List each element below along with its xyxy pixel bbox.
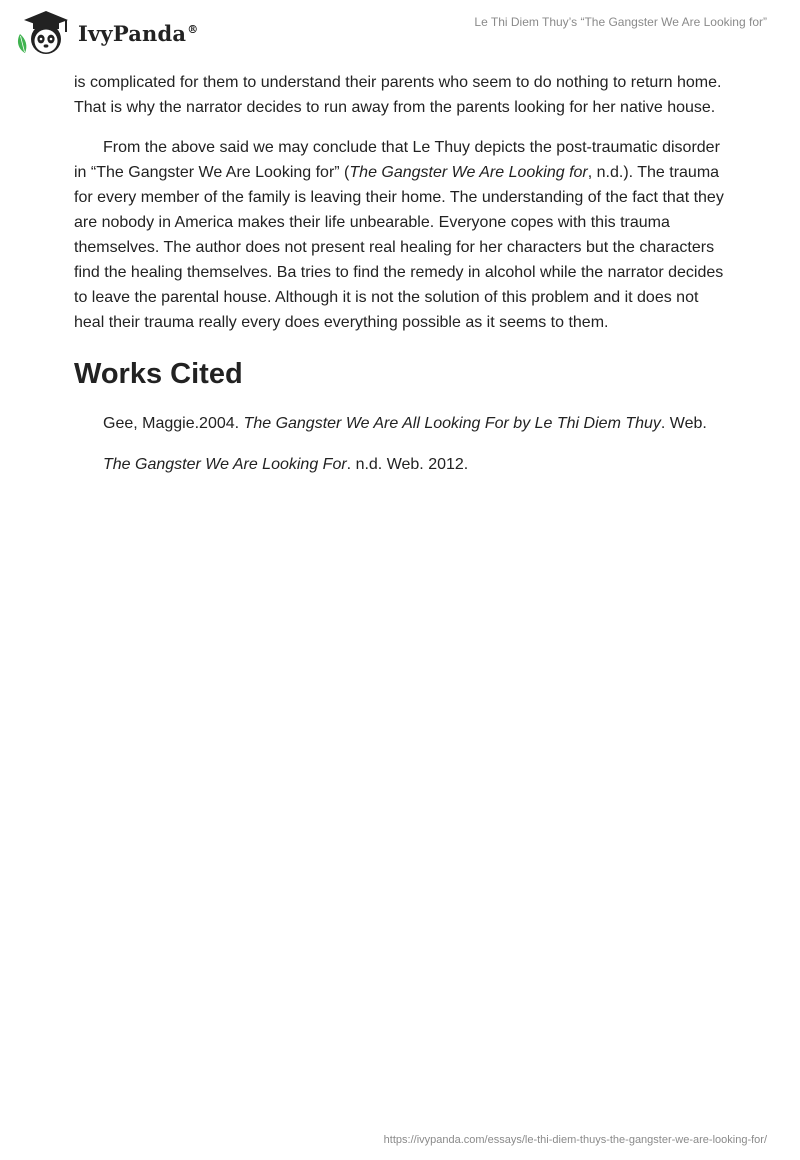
citation-title: The Gangster We Are All Looking For by Le Thi Diem Thuy <box>243 415 661 432</box>
paragraph-text: From the above said we may conclude that Le Thuy depicts the post-traumatic disorder in “The Gangster We Are Looking for” ( <box>74 139 720 181</box>
essay-content <box>74 70 726 477</box>
running-title: Le Thi Diem Thuy’s “The Gangster We Are Looking for” <box>474 15 767 29</box>
panda-graduation-cap-logo-icon <box>14 8 74 58</box>
citation-title: The Gangster We Are Looking For <box>103 456 347 473</box>
paragraph-italic-title: The Gangster We Are Looking for <box>349 164 588 181</box>
citation-text: . n.d. Web. 2012. <box>346 456 469 473</box>
ivypanda-logo[interactable] <box>14 8 198 58</box>
citation-entry <box>74 411 726 436</box>
citation-text: Gee, Maggie.2004. <box>103 415 244 432</box>
paragraph-text: , n.d.). The trauma for every member of the family is leaving their home. The understanding of the fact that they are nobody in America makes their life unbearable. Everyone copes with this trauma themselves. The author does not present real healing for her characters but the characters find the healing themselves. Ba tries to find the remedy in alcohol while the narrator decides to leave the parental house. Although it is not the solution of this problem and it does not heal their trauma really every does everything possible as it seems to them. <box>74 164 724 331</box>
brand-name: IvyPanda® <box>78 20 199 46</box>
paragraph-conclusion <box>74 135 726 335</box>
paragraph-continuation: is complicated for them to understand their parents who seem to do nothing to return home. That is why the narrator decides to run away from the parents looking for her native house. <box>74 74 722 116</box>
citation-text: . Web. <box>660 415 707 432</box>
citation-entry <box>74 452 726 477</box>
works-cited-heading: Works Cited <box>74 358 243 390</box>
page-header <box>0 0 800 64</box>
source-url-link[interactable]: https://ivypanda.com/essays/le-thi-diem-thuys-the-gangster-we-are-looking-for/ <box>383 1134 767 1146</box>
registered-mark: ® <box>187 22 199 36</box>
